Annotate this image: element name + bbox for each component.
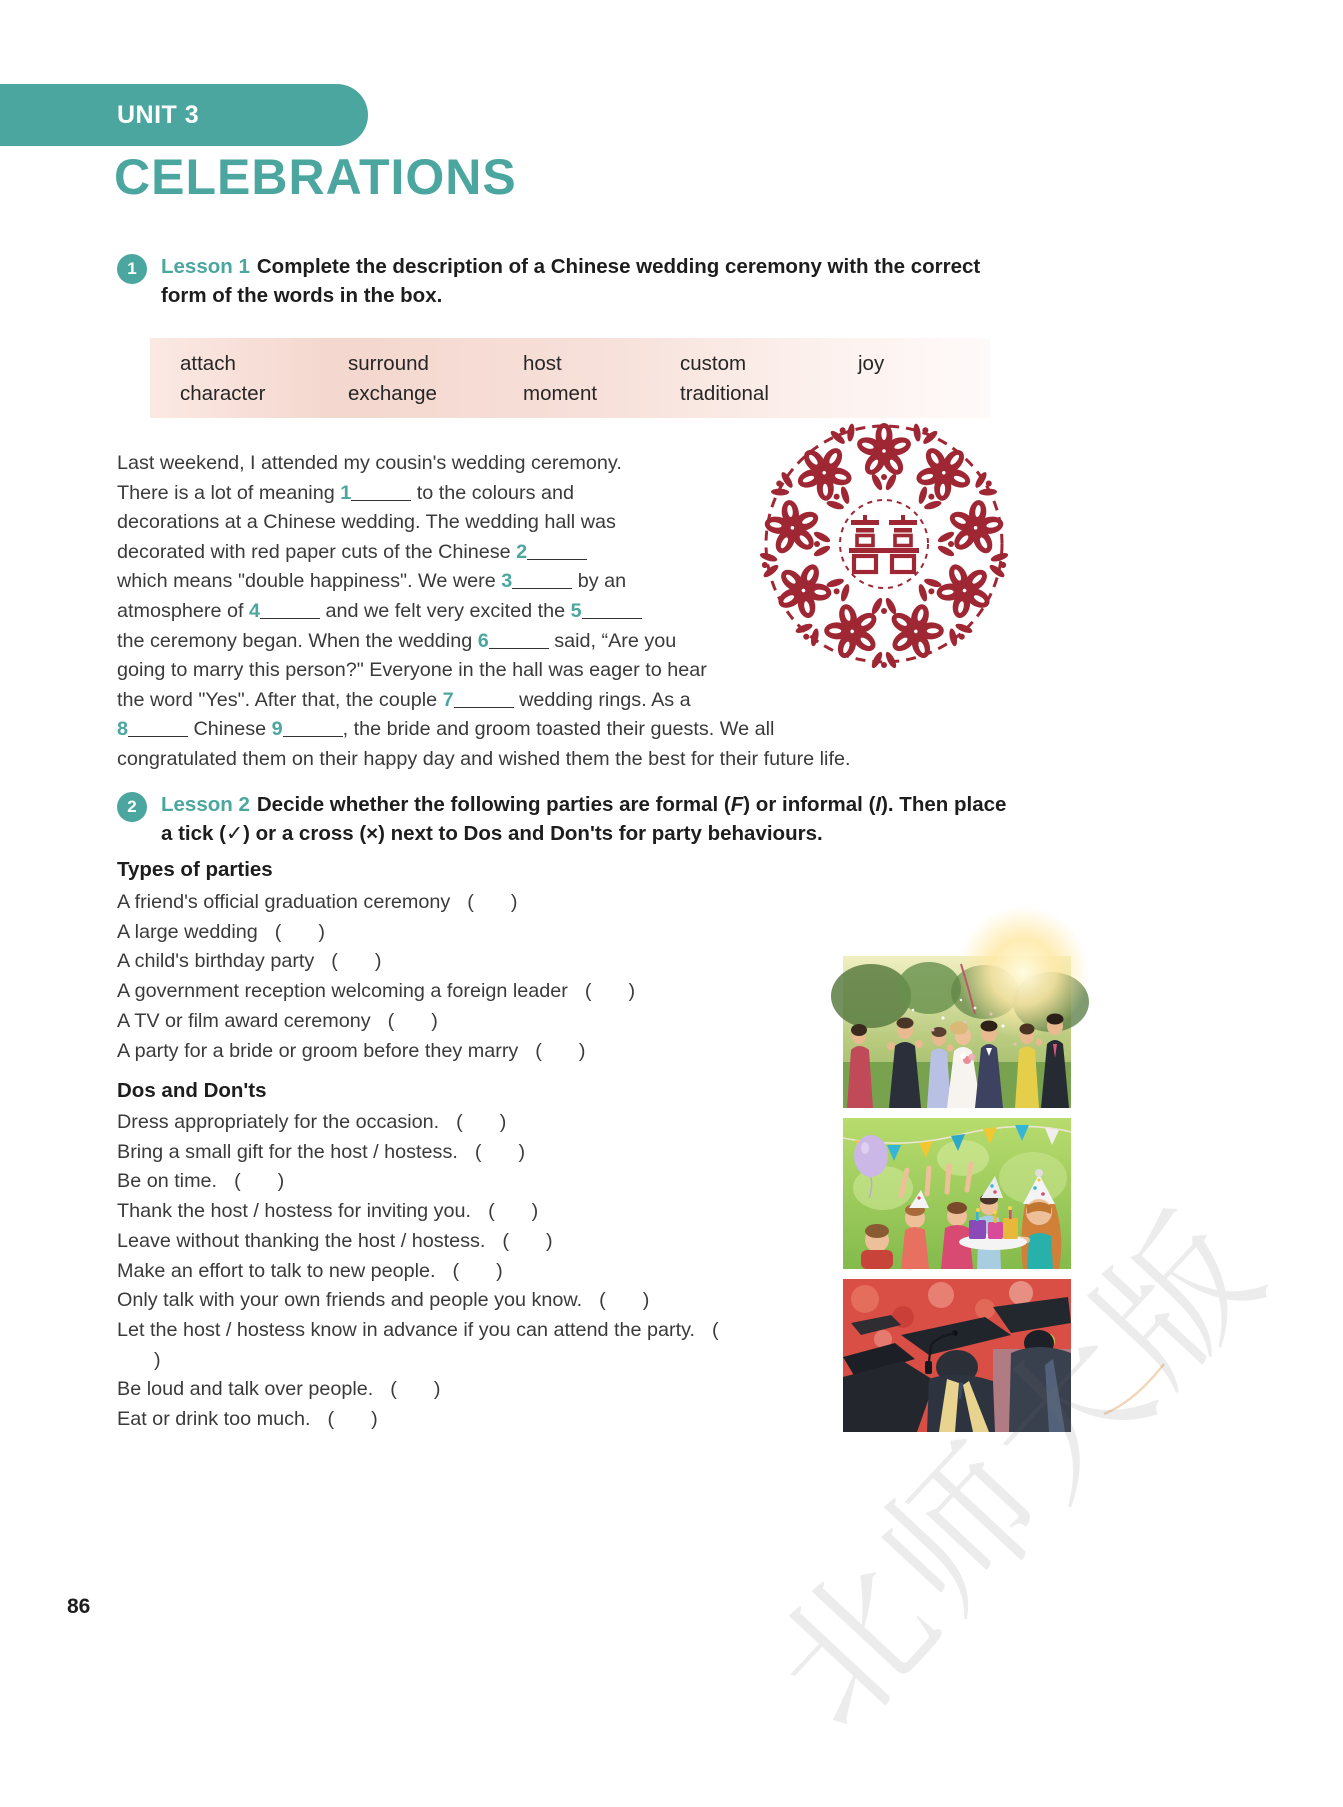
papercut-illustration	[760, 420, 1008, 668]
answer-bracket-open: (	[502, 1229, 509, 1252]
unit-label: UNIT 3	[117, 100, 200, 129]
double-happiness-papercut	[760, 420, 1008, 668]
list-item-label: Make an effort to talk to new people.	[117, 1259, 436, 1282]
text-segment: F	[730, 793, 744, 816]
list-item	[117, 1286, 745, 1316]
word-box-word: host	[523, 352, 562, 375]
text-segment: decorated with red paper cuts of the Chinese	[117, 540, 517, 563]
answer-blank-line	[128, 722, 188, 737]
text-segment: ) or informal (	[743, 793, 876, 816]
list-item-label: Be on time.	[117, 1170, 218, 1193]
answer-bracket-close: )	[510, 891, 518, 913]
word-box	[150, 338, 990, 418]
passage-content	[117, 452, 850, 770]
answer-bracket-close: )	[277, 1170, 285, 1193]
list-item-label: Only talk with your own friends and people you know.	[117, 1289, 583, 1312]
blank-number: 9	[271, 718, 283, 741]
text-segment: ). Then place	[881, 793, 1007, 816]
answer-bracket-close: )	[518, 1140, 526, 1163]
blank-number: 2	[516, 540, 528, 563]
text-segment: Last weekend, I attended my cousin's wedding ceremony.	[117, 452, 622, 474]
list-item-label: Let the host / hostess know in advance if you can attend the party.	[117, 1318, 696, 1341]
text-segment: Decide whether the following parties are formal (	[256, 793, 731, 816]
blank-number: 8	[117, 718, 129, 741]
answer-blank-line	[454, 693, 514, 708]
answer-bracket-close: )	[496, 1259, 503, 1282]
text-segment: I	[875, 793, 882, 816]
list-item-label: A TV or film award ceremony	[117, 1009, 371, 1032]
answer-bracket-open: (	[474, 1140, 482, 1163]
dos-and-donts-list	[117, 1108, 745, 1435]
list-item-label: Leave without thanking the host / hostess.	[117, 1229, 486, 1252]
word-box-word: moment	[523, 382, 598, 405]
list-item	[117, 1257, 745, 1287]
text-segment: atmosphere of	[117, 599, 249, 622]
word-box-row	[180, 379, 990, 409]
exercise2-instruction-text	[161, 793, 1006, 845]
lesson2-label: Lesson 2	[161, 793, 250, 816]
list-item	[117, 888, 745, 918]
list-item	[117, 1197, 745, 1227]
answer-blank-line	[260, 604, 320, 619]
answer-bracket-open: (	[234, 1170, 241, 1193]
answer-blank-line	[512, 574, 572, 589]
list-item-label: A government reception welcoming a foreign leader	[117, 980, 568, 1003]
types-of-parties-list	[117, 888, 745, 1066]
graduation-ceremony-photo	[843, 1279, 1071, 1432]
page-number: 86	[67, 1595, 91, 1618]
text-segment: the ceremony began. When the wedding	[117, 629, 478, 652]
answer-bracket-open: (	[327, 1408, 335, 1431]
list-item	[117, 1167, 745, 1197]
word-box-word: exchange	[348, 382, 437, 405]
text-segment: There is a lot of meaning	[117, 481, 341, 504]
list-item	[117, 1405, 745, 1435]
word-box-word: custom	[680, 352, 747, 375]
answer-bracket-open: (	[488, 1200, 495, 1223]
text-segment: congratulated them on their happy day and wished them the best for their future life.	[117, 747, 851, 770]
lesson1-label: Lesson 1	[161, 255, 250, 278]
publisher-watermark: 北师大版	[740, 1179, 1300, 1761]
list-item-label: A friend's official graduation ceremony	[117, 891, 451, 913]
answer-bracket-open: (	[456, 1111, 463, 1133]
list-item	[117, 1375, 745, 1405]
answer-bracket-close: )	[499, 1111, 507, 1133]
answer-bracket-open: (	[390, 1378, 397, 1401]
types-of-parties-heading: Types of parties	[117, 858, 273, 881]
exercise2-header	[117, 790, 1027, 848]
list-item-label: Eat or drink too much.	[117, 1408, 311, 1431]
answer-blank-line	[527, 545, 587, 560]
answer-blank-line	[582, 604, 642, 619]
answer-bracket-close: )	[545, 1229, 553, 1252]
answer-bracket-close: )	[318, 920, 325, 943]
answer-bracket-open: (	[599, 1289, 606, 1312]
word-box-word: attach	[180, 352, 236, 375]
word-box-word: traditional	[680, 382, 769, 405]
text-segment: form of the words in the box.	[161, 284, 443, 307]
unit-banner	[0, 84, 368, 146]
answer-bracket-close: )	[628, 980, 636, 1003]
text-segment: by an	[572, 570, 627, 593]
text-segment: which means "double happiness". We were	[117, 570, 502, 593]
answer-bracket-open: (	[584, 980, 592, 1003]
word-box-word: joy	[858, 352, 885, 375]
answer-bracket-open: (	[535, 1039, 542, 1062]
list-item	[117, 947, 745, 977]
list-item	[117, 1007, 745, 1037]
list-item-label: A child's birthday party	[117, 950, 315, 973]
answer-bracket-open: (	[387, 1009, 395, 1032]
text-segment: decorations at a Chinese wedding. The wedding hall was	[117, 511, 616, 534]
list-item	[117, 977, 745, 1007]
answer-bracket-close: )	[374, 950, 382, 973]
list-item	[117, 918, 745, 948]
decorative-swoosh	[1100, 1360, 1170, 1420]
text-segment: Complete the description of a Chinese wedding ceremony with the correct	[256, 255, 981, 278]
answer-bracket-close: )	[578, 1039, 586, 1062]
text-segment: the word "Yes". After that, the couple	[117, 688, 443, 711]
list-item-label: Dress appropriately for the occasion.	[117, 1111, 440, 1133]
exercise2-number-badge: 2	[117, 792, 147, 822]
text-segment: , the bride and groom toasted their guests. We all	[342, 718, 775, 741]
answer-bracket-close: )	[531, 1200, 539, 1223]
answer-bracket-open: (	[274, 920, 282, 943]
word-box-row	[180, 349, 990, 379]
text-segment: and we felt very excited the	[319, 599, 571, 622]
answer-bracket-close: )	[371, 1408, 378, 1431]
list-item-label: Bring a small gift for the host / hostess.	[117, 1140, 458, 1163]
answer-bracket-open: (	[712, 1318, 719, 1341]
answer-bracket-open: (	[467, 891, 474, 913]
blank-number: 7	[442, 688, 454, 711]
text-segment: a tick (✓) or a cross (×) next to Dos and Don'ts for party behaviours.	[161, 822, 823, 845]
answer-blank-line	[489, 634, 549, 649]
list-item-label: A large wedding	[117, 920, 258, 943]
blank-number: 5	[570, 599, 582, 622]
answer-bracket-close: )	[431, 1009, 438, 1032]
list-item	[117, 1316, 745, 1375]
dos-and-donts-heading: Dos and Don'ts	[117, 1079, 267, 1102]
blank-number: 1	[340, 481, 352, 504]
wedding-celebration-photo	[843, 956, 1071, 1108]
page-title: CELEBRATIONS	[114, 149, 517, 205]
exercise1-header	[117, 252, 1022, 310]
list-item-label: Thank the host / hostess for inviting you.	[117, 1200, 472, 1223]
text-segment: wedding rings. As a	[513, 688, 691, 711]
answer-bracket-close: )	[154, 1348, 161, 1371]
answer-bracket-close: )	[433, 1378, 441, 1401]
blank-number: 6	[477, 629, 489, 652]
text-segment: going to marry this person?" Everyone in the hall was eager to hear	[117, 659, 707, 682]
list-item	[117, 1037, 745, 1067]
answer-bracket-open: (	[452, 1259, 460, 1282]
list-item	[117, 1138, 745, 1168]
list-item	[117, 1108, 745, 1138]
answer-bracket-close: )	[642, 1289, 650, 1312]
exercise2-instruction	[161, 790, 1006, 848]
text-segment: Chinese	[188, 718, 272, 741]
word-box-word: character	[180, 382, 266, 405]
children-birthday-party-photo	[843, 1118, 1071, 1269]
blank-number: 3	[501, 570, 513, 593]
answer-bracket-open: (	[331, 950, 338, 973]
list-item-label: Be loud and talk over people.	[117, 1378, 374, 1401]
exercise1-instruction-text	[161, 255, 980, 307]
list-item	[117, 1227, 745, 1257]
list-item-label: A party for a bride or groom before they marry	[117, 1039, 519, 1062]
exercise1-number-badge: 1	[117, 254, 147, 284]
word-box-word: surround	[348, 352, 429, 375]
photo-column	[843, 956, 1071, 1432]
answer-blank-line	[351, 486, 411, 501]
text-segment: said, “Are you	[548, 629, 677, 652]
blank-number: 4	[248, 599, 260, 622]
answer-blank-line	[283, 722, 343, 737]
text-segment: to the colours and	[411, 481, 574, 504]
exercise1-instruction	[161, 252, 980, 310]
double-happiness-glyph	[849, 515, 919, 572]
